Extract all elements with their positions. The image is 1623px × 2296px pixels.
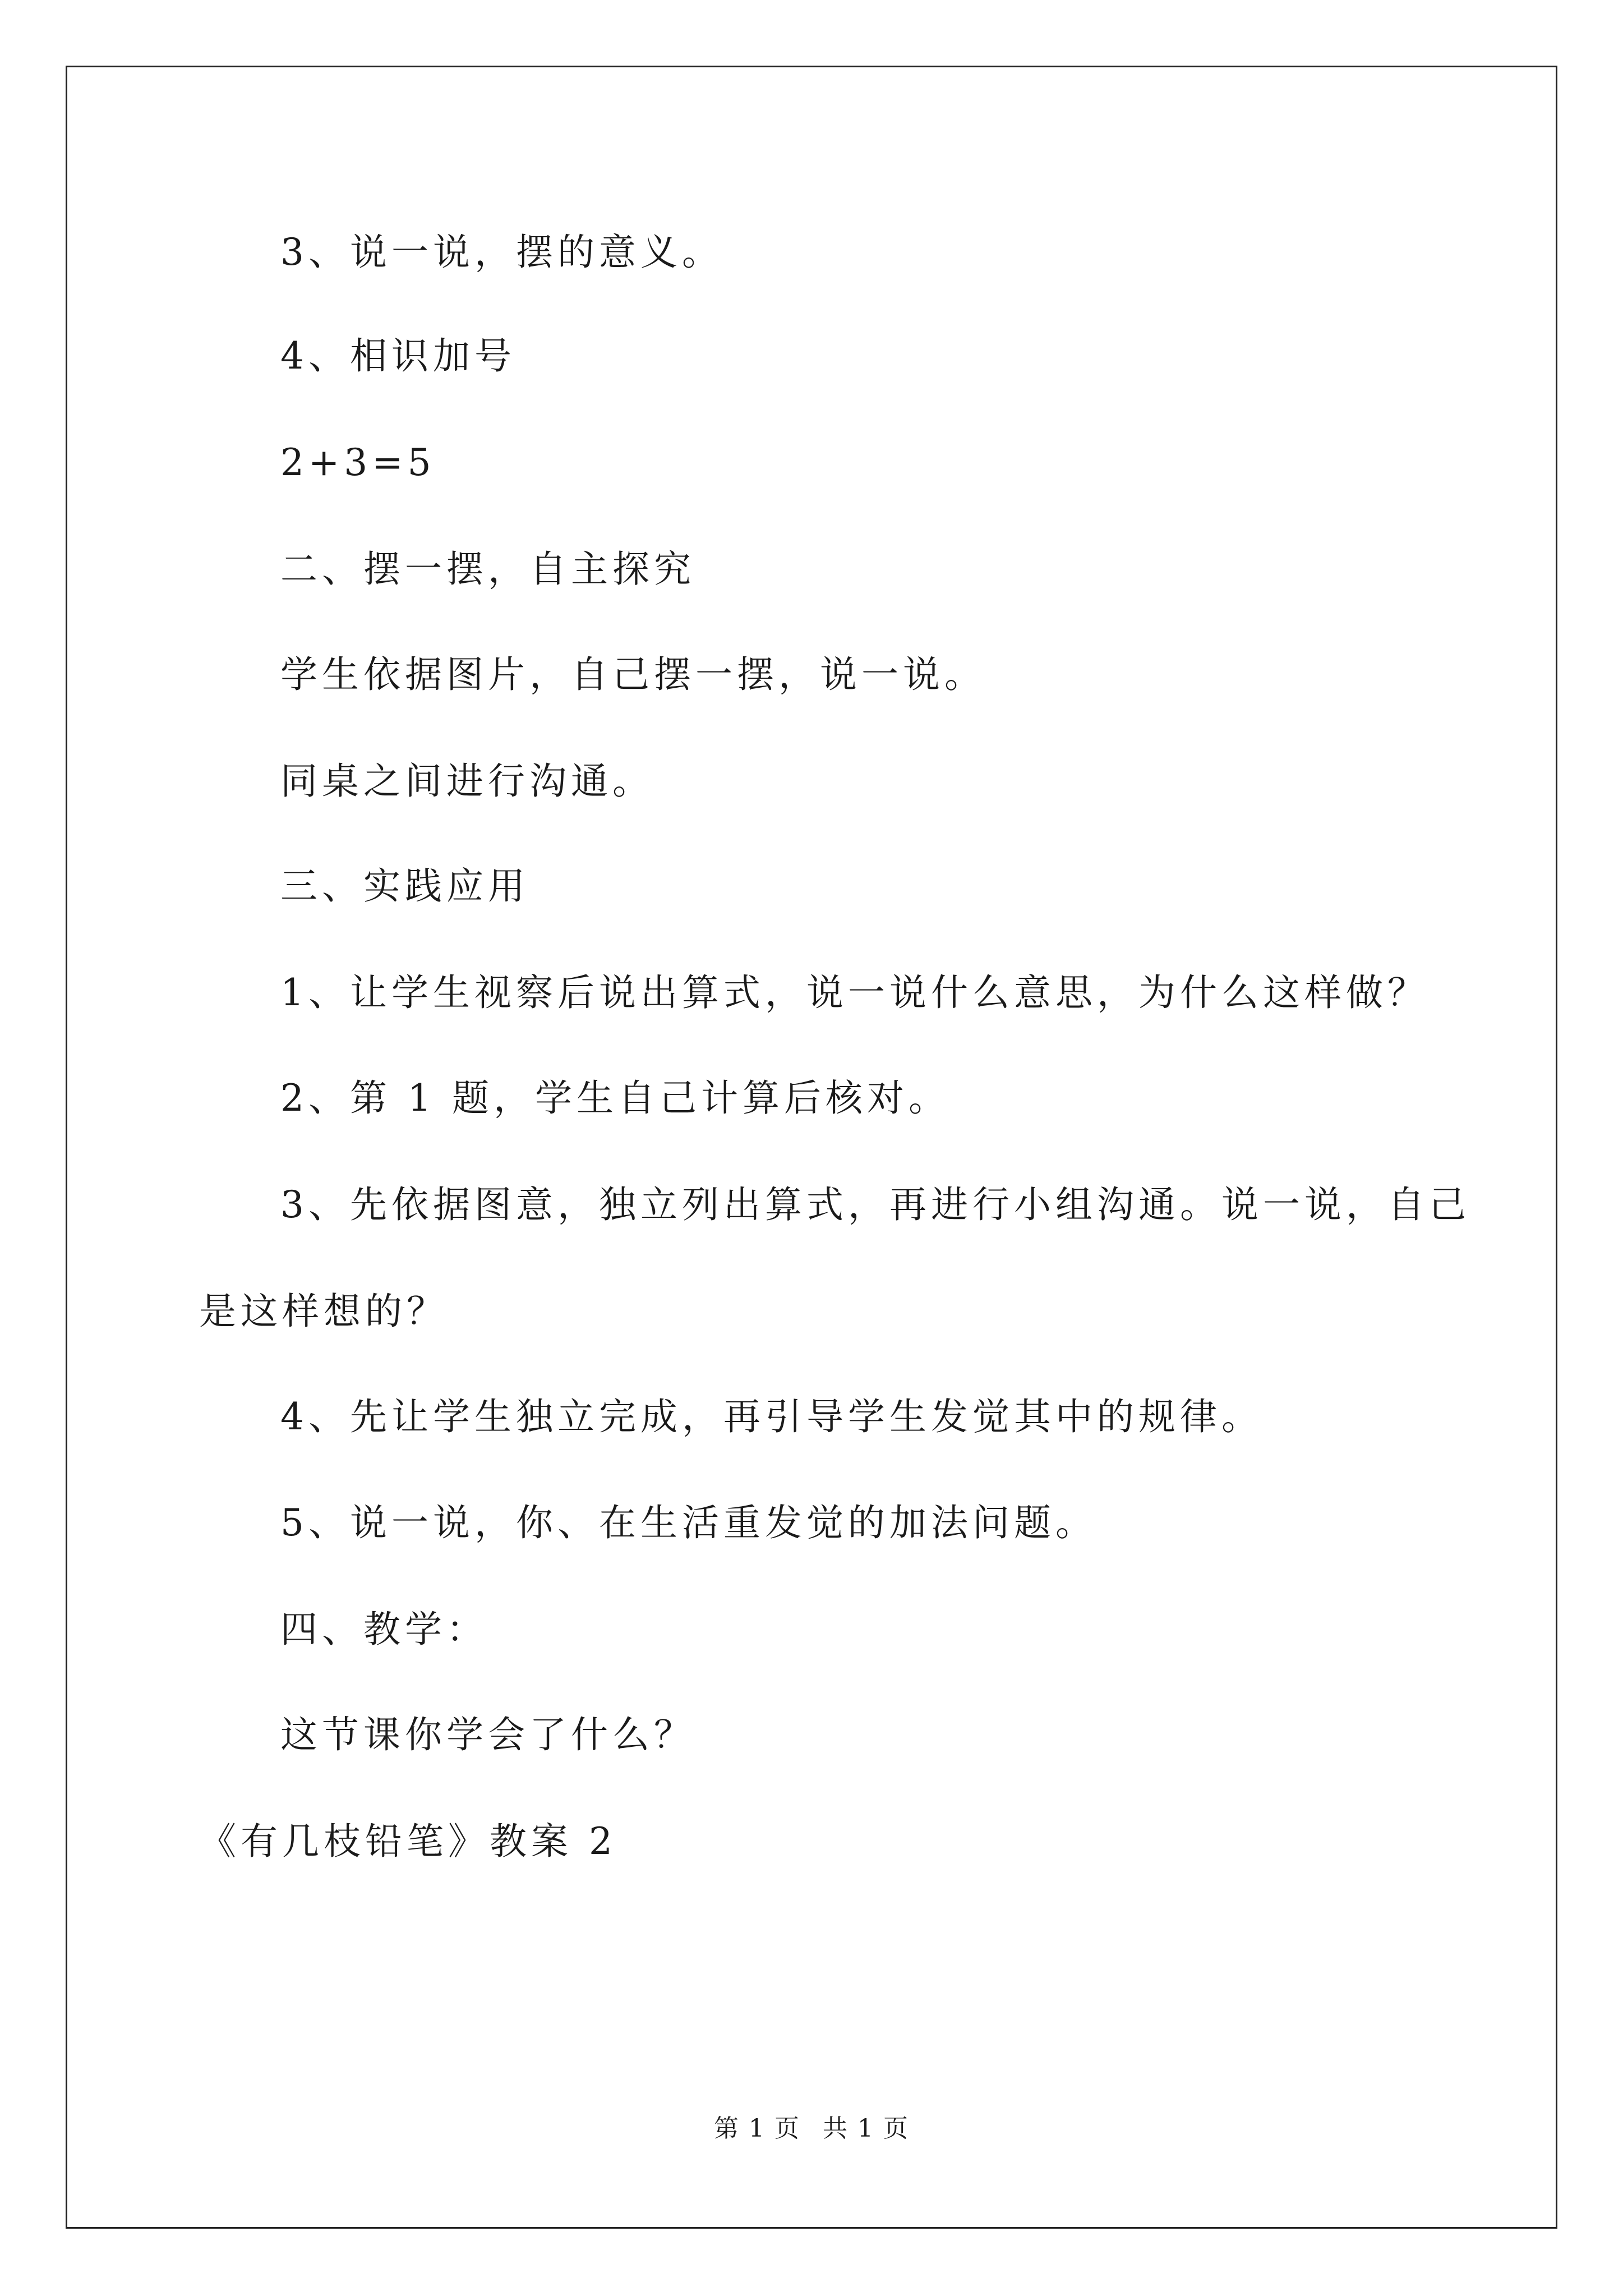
text-line: 4、相识加号 [280,334,516,378]
page-border [66,66,1557,2229]
text-line: 4、先让学生独立完成，再引导学生发觉其中的规律。 [280,1395,1263,1438]
text-line: 2+3=5 [280,441,436,484]
text-line: 同桌之间进行沟通。 [280,760,654,803]
text-line: 学生依据图片，自己摆一摆，说一说。 [280,653,986,696]
section-heading: 三、实践应用 [280,864,529,908]
section-heading: 二、摆一摆，自主探究 [280,547,695,591]
page-footer [0,2113,1623,2145]
text-line: 3、先依据图意，独立列出算式，再进行小组沟通。说一说，自己 [280,1183,1470,1226]
document-title: 《有几枝铅笔》教案 2 [199,1820,617,1863]
text-line: 这节课你学会了什么？ [280,1713,695,1756]
text-line: 2、第 1 题，学生自己计算后核对。 [280,1076,950,1120]
text-line: 3、说一说，摆的意义。 [280,231,723,274]
page-number: 第 1 页 [714,2114,800,2143]
text-line: 5、说一说，你、在生活重发觉的加法问题。 [280,1501,1097,1544]
text-line: 1、让学生视察后说出算式，说一说什么意思，为什么这样做？ [280,971,1429,1014]
text-line: 是这样想的？ [199,1290,448,1333]
section-heading: 四、教学： [280,1608,488,1651]
page-total: 共 1 页 [823,2114,909,2143]
